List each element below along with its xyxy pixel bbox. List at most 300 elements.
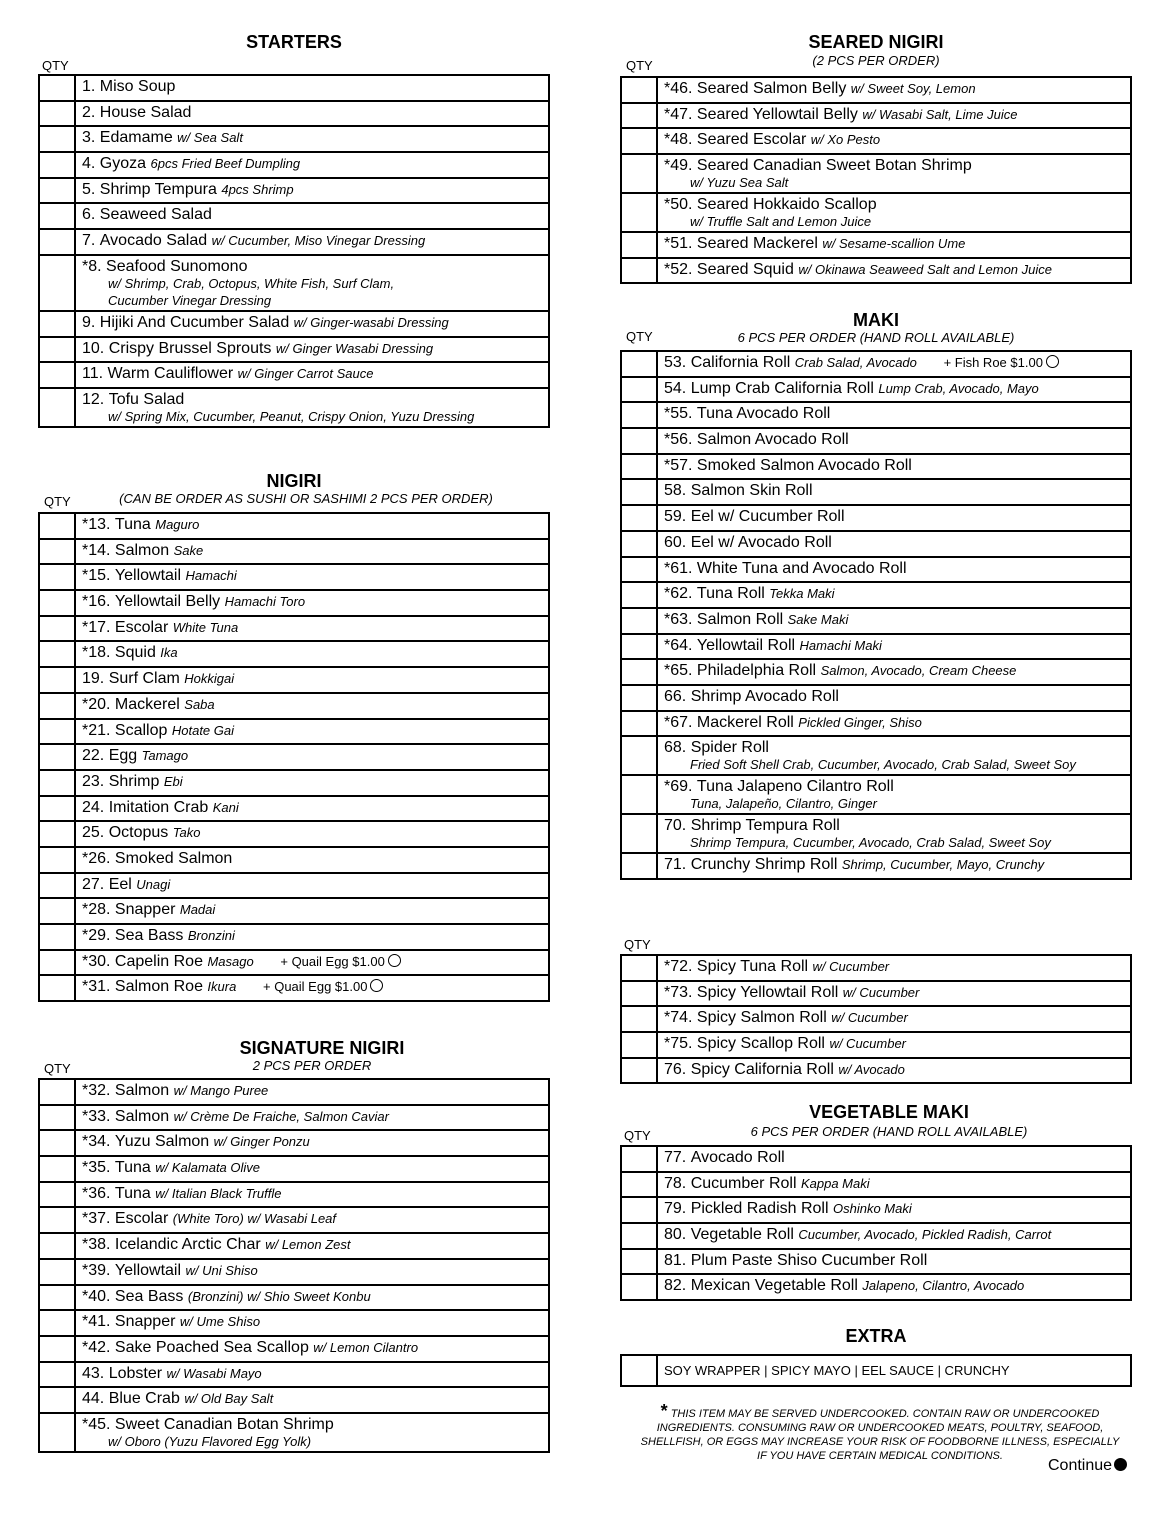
menu-row (621, 77, 1131, 103)
qty-box[interactable] (39, 1105, 75, 1131)
item-name: Salmon Avocado Roll (696, 431, 849, 449)
qty-box[interactable] (39, 1207, 75, 1233)
item-description: Tamago (141, 748, 189, 764)
item-description: Kappa Maki (800, 1175, 870, 1191)
menu-row (621, 232, 1131, 258)
qty-box[interactable] (39, 311, 75, 337)
item-description: Ika (160, 645, 178, 661)
item-number: 5. (82, 180, 96, 198)
qty-box[interactable] (39, 203, 75, 229)
item-description: w/ Ginger Wasabi Dressing (275, 340, 434, 356)
item-name: Yellowtail Belly (114, 593, 221, 611)
item-name: Sake Poached Sea Scallop (114, 1338, 309, 1356)
item-addon: + Fish Roe $1.00 (943, 355, 1043, 370)
item-number: 54. (664, 379, 687, 397)
qty-box[interactable] (621, 128, 657, 154)
menu-row (621, 454, 1131, 480)
qty-box[interactable] (621, 258, 657, 284)
item-number: *16. (82, 593, 111, 611)
menu-row (621, 402, 1131, 428)
menu-row (621, 1223, 1131, 1249)
item-number: *55. (664, 405, 693, 423)
menu-row (39, 667, 549, 693)
seared-title: SEARED NIGIRI (808, 32, 944, 52)
item-name: Tuna (114, 1159, 151, 1177)
item-name: Spicy Scallop Roll (696, 1035, 825, 1053)
item-detail: w/ Truffle Salt and Lemon Juice (690, 214, 872, 230)
item-number: *61. (664, 559, 693, 577)
addon-checkbox-icon[interactable] (370, 979, 383, 992)
item-name: House Salad (99, 103, 192, 121)
item-name: Cucumber Roll (690, 1174, 797, 1192)
item-name: Yellowtail (114, 1261, 182, 1279)
qty-box[interactable] (39, 178, 75, 204)
qty-box[interactable] (39, 975, 75, 1001)
qty-box[interactable] (39, 1336, 75, 1362)
item-name: Surf Clam (108, 670, 180, 688)
qty-box[interactable] (39, 924, 75, 950)
item-name: Philadelphia Roll (696, 662, 817, 680)
menu-row (39, 898, 549, 924)
item-name: Seared Canadian Sweet Botan Shrimp (696, 157, 972, 175)
nigiri-title: NIGIRI (266, 471, 322, 491)
qty-box[interactable] (621, 582, 657, 608)
qty-box[interactable] (621, 377, 657, 403)
item-name: Sea Bass (114, 927, 184, 944)
qty-box[interactable] (621, 775, 657, 814)
item-number: *37. (82, 1210, 111, 1228)
qty-box[interactable] (39, 1362, 75, 1388)
qty-box[interactable] (621, 1355, 657, 1386)
seared-subtitle: (2 PCS PER ORDER) (812, 53, 940, 68)
item-name: Shrimp Tempura (99, 180, 217, 198)
menu-row (39, 924, 549, 950)
qty-box[interactable] (39, 1387, 75, 1413)
item-addon: + Quail Egg $1.00 (263, 979, 368, 995)
item-description: Bronzini (187, 928, 235, 943)
item-description: w/ Mango Puree (173, 1083, 269, 1098)
item-name: Pickled Radish Roll (690, 1200, 829, 1218)
item-name: Hijiki And Cucumber Salad (99, 313, 290, 331)
menu-row (39, 744, 549, 770)
item-description: w/ Xo Pesto (810, 132, 881, 148)
disclaimer-line-1: THIS ITEM MAY BE SERVED UNDERCOOKED. CONTAIN RAW OR UNDERCOOKED (670, 1408, 1100, 1420)
item-description: Kani (212, 799, 239, 815)
item-name: Spicy Tuna Roll (696, 958, 809, 975)
qty-box[interactable] (621, 634, 657, 660)
item-name: Seared Hokkaido Scallop (696, 196, 877, 214)
qty-box[interactable] (621, 1249, 657, 1275)
item-name: Yellowtail Roll (696, 636, 796, 654)
item-number: *64. (664, 636, 693, 654)
menu-row (621, 1274, 1131, 1300)
item-description: Hamachi Toro (224, 594, 306, 610)
item-name: Vegetable Roll (690, 1226, 794, 1244)
item-number: 7. (82, 232, 96, 250)
item-detail: w/ Yuzu Sea Salt (690, 175, 789, 191)
item-name: Seaweed Salad (99, 206, 212, 224)
qty-box[interactable] (39, 513, 75, 539)
qty-box[interactable] (621, 736, 657, 775)
qty-box[interactable] (621, 955, 657, 981)
qty-box[interactable] (39, 388, 75, 427)
qty-label: QTY (42, 58, 69, 73)
menu-row (621, 258, 1131, 284)
item-name: Crunchy Shrimp Roll (690, 856, 838, 874)
qty-box[interactable] (621, 428, 657, 454)
item-number: 82. (664, 1277, 687, 1295)
menu-row (39, 847, 549, 873)
qty-box[interactable] (39, 1156, 75, 1182)
qty-box[interactable] (621, 193, 657, 232)
qty-box[interactable] (39, 744, 75, 770)
qty-box[interactable] (39, 1182, 75, 1208)
item-description: Masago (207, 953, 254, 969)
item-name: Seafood Sunomono (106, 257, 248, 275)
item-detail: Fried Soft Shell Crab, Cucumber, Avocado, Crab Salad, Sweet Soy (690, 757, 1076, 773)
menu-row (39, 362, 549, 388)
item-name: Lobster (108, 1364, 163, 1382)
menu-row (39, 719, 549, 745)
item-description: (White Toro) w/ Wasabi Leaf (172, 1211, 337, 1227)
item-name: Eel w/ Cucumber Roll (690, 508, 845, 526)
qty-box[interactable] (39, 667, 75, 693)
menu-row (621, 505, 1131, 531)
menu-row (621, 853, 1131, 879)
item-name: Egg (108, 747, 138, 765)
asterisk-icon: * (660, 1401, 668, 1421)
menu-row (39, 770, 549, 796)
item-number: 81. (664, 1251, 687, 1269)
menu-row (621, 659, 1131, 685)
qty-box[interactable] (39, 719, 75, 745)
menu-row (39, 1182, 549, 1208)
qty-box[interactable] (621, 232, 657, 258)
menu-row (621, 608, 1131, 634)
menu-row (39, 1105, 549, 1131)
item-number: *45. (82, 1415, 111, 1433)
nigiri-subtitle: (CAN BE ORDER AS SUSHI OR SASHIMI 2 PCS PER ORDER) (119, 491, 493, 506)
item-name: Shrimp Avocado Roll (690, 687, 839, 705)
menu-row (39, 693, 549, 719)
maki-subtitle: 6 PCS PER ORDER (HAND ROLL AVAILABLE) (737, 330, 1015, 345)
item-number: 27. (82, 875, 105, 893)
disclaimer-line-2: INGREDIENTS. CONSUMING RAW OR UNDERCOOKED MEATS, POULTRY, SEAFOOD, (656, 1422, 1104, 1434)
qty-box[interactable] (39, 796, 75, 822)
item-detail: Shrimp Tempura, Cucumber, Avocado, Crab Salad, Sweet Soy (690, 835, 1051, 851)
menu-row (39, 178, 549, 204)
item-number: *34. (82, 1133, 111, 1151)
item-description: w/ Wasabi Salt, Lime Juice (862, 106, 1018, 122)
disclaimer-line-4: IF YOU HAVE CERTAIN MEDICAL CONDITIONS. (757, 1450, 1003, 1462)
qty-box[interactable] (621, 454, 657, 480)
qty-box[interactable] (621, 1058, 657, 1084)
qty-box[interactable] (39, 1130, 75, 1156)
menu-row (39, 1259, 549, 1285)
item-number: 10. (82, 339, 105, 357)
item-name: Yuzu Salmon (114, 1133, 210, 1151)
item-name: Tofu Salad (108, 390, 185, 408)
item-description: w/ Crème De Fraiche, Salmon Caviar (173, 1108, 389, 1124)
qty-box[interactable] (621, 853, 657, 879)
item-description: Crab Salad, Avocado (794, 355, 917, 370)
continue-button[interactable] (1048, 1457, 1127, 1475)
item-number: 12. (82, 390, 105, 408)
item-name: Imitation Crab (108, 798, 209, 816)
item-number: *8. (82, 257, 102, 275)
item-number: *38. (82, 1236, 111, 1254)
item-number: *56. (664, 431, 693, 449)
qty-box[interactable] (39, 1285, 75, 1311)
qty-box[interactable] (621, 711, 657, 737)
qty-box[interactable] (39, 1259, 75, 1285)
qty-box[interactable] (621, 608, 657, 634)
menu-row (621, 1006, 1131, 1032)
item-number: *31. (82, 978, 111, 996)
menu-row (39, 1285, 549, 1311)
qty-box[interactable] (621, 531, 657, 557)
item-name: Lump Crab California Roll (690, 379, 874, 397)
item-number: *62. (664, 585, 693, 603)
menu-row (39, 311, 549, 337)
item-name: Salmon Roe (114, 978, 203, 996)
qty-box[interactable] (39, 873, 75, 899)
item-description: w/ Italian Black Truffle (155, 1185, 282, 1201)
qty-box[interactable] (39, 564, 75, 590)
item-number: *41. (82, 1313, 111, 1331)
item-number: *50. (664, 196, 693, 214)
item-number: *69. (664, 778, 693, 796)
item-number: *28. (82, 901, 111, 919)
menu-row (39, 539, 549, 565)
qty-box[interactable] (39, 821, 75, 847)
item-name: Octopus (108, 824, 169, 842)
item-description: Pickled Ginger, Shiso (798, 714, 922, 730)
signature-title: SIGNATURE NIGIRI (239, 1038, 405, 1058)
item-detail: Tuna, Jalapeño, Cilantro, Ginger (690, 796, 877, 812)
menu-row (621, 1058, 1131, 1084)
item-number: 80. (664, 1226, 687, 1244)
qty-box[interactable] (621, 1146, 657, 1172)
qty-box[interactable] (39, 539, 75, 565)
item-number: *75. (664, 1035, 693, 1053)
qty-box[interactable] (621, 1006, 657, 1032)
menu-row (39, 75, 549, 101)
menu-row (39, 1207, 549, 1233)
item-description: Cucumber, Avocado, Pickled Radish, Carrot (798, 1227, 1052, 1243)
qty-label: QTY (624, 937, 651, 952)
item-number: *14. (82, 541, 111, 559)
item-description: Oshinko Maki (833, 1201, 912, 1217)
qty-box[interactable] (39, 1233, 75, 1259)
qty-box[interactable] (39, 229, 75, 255)
item-number: 43. (82, 1364, 105, 1382)
menu-row (39, 821, 549, 847)
item-description: Jalapeno, Cilantro, Avocado (862, 1278, 1025, 1294)
continue-label: Continue (1048, 1457, 1113, 1474)
qty-box[interactable] (621, 1274, 657, 1300)
item-number: 23. (82, 772, 105, 790)
qty-box[interactable] (621, 1032, 657, 1058)
item-description: 6pcs Fried Beef Dumpling (150, 156, 301, 172)
qty-box[interactable] (621, 814, 657, 853)
qty-box[interactable] (39, 362, 75, 388)
item-description: White Tuna (172, 619, 239, 635)
qty-box[interactable] (39, 847, 75, 873)
item-name: Shrimp Tempura Roll (690, 817, 840, 835)
item-number: *46. (664, 80, 693, 97)
qty-box[interactable] (621, 1172, 657, 1198)
item-number: 4. (82, 155, 96, 173)
qty-box[interactable] (621, 103, 657, 129)
qty-box[interactable] (39, 75, 75, 101)
qty-box[interactable] (39, 770, 75, 796)
item-name: Eel w/ Avocado Roll (690, 533, 832, 551)
item-description: Hotate Gai (171, 722, 235, 738)
item-number: *73. (664, 983, 693, 1001)
item-number: 68. (664, 739, 687, 757)
item-name: Warm Cauliflower (107, 365, 234, 383)
item-description: w/ Cucumber, Miso Vinegar Dressing (211, 233, 426, 249)
qty-box[interactable] (39, 693, 75, 719)
item-name: Salmon (114, 541, 170, 559)
item-number: 77. (664, 1149, 687, 1166)
item-description: Tako (172, 825, 201, 841)
item-number: *13. (82, 516, 111, 533)
menu-row (621, 582, 1131, 608)
qty-box[interactable] (39, 152, 75, 178)
item-number: 70. (664, 817, 687, 835)
item-number: *18. (82, 644, 111, 662)
item-name: Seared Yellowtail Belly (696, 105, 858, 123)
menu-row (39, 126, 549, 152)
qty-box[interactable] (621, 351, 657, 377)
item-number: 58. (664, 482, 687, 500)
item-name: Tuna Roll (696, 585, 765, 603)
menu-row (39, 101, 549, 127)
qty-box[interactable] (621, 77, 657, 103)
item-number: 9. (82, 313, 96, 331)
item-name: Tuna Avocado Roll (696, 405, 831, 423)
item-name: Scallop (114, 721, 168, 739)
qty-box[interactable] (39, 950, 75, 976)
item-name: Seared Squid (696, 260, 794, 278)
item-name: Tuna Jalapeno Cilantro Roll (696, 778, 894, 796)
item-name: Spicy California Roll (690, 1060, 834, 1078)
item-detail: w/ Spring Mix, Cucumber, Peanut, Crispy Onion, Yuzu Dressing (108, 408, 475, 424)
extra-table (620, 1354, 1132, 1387)
maki-title: MAKI (853, 310, 899, 330)
addon-checkbox-icon[interactable] (388, 954, 401, 967)
item-description: w/ Cucumber (829, 1036, 907, 1052)
item-name: Gyoza (99, 155, 147, 173)
item-number: *67. (664, 713, 693, 731)
qty-box[interactable] (621, 659, 657, 685)
item-description: w/ Lemon Cilantro (313, 1339, 419, 1355)
item-number: 22. (82, 747, 105, 765)
item-number: 2. (82, 103, 96, 121)
item-addon: + Quail Egg $1.00 (280, 953, 385, 969)
qty-box[interactable] (621, 505, 657, 531)
item-description: w/ Avocado (838, 1061, 905, 1077)
starters-table (38, 74, 550, 428)
vegmaki-table (620, 1145, 1132, 1301)
menu-row (621, 557, 1131, 583)
qty-label: QTY (626, 58, 653, 73)
qty-box[interactable] (39, 898, 75, 924)
qty-box[interactable] (621, 1197, 657, 1223)
qty-box[interactable] (39, 255, 75, 311)
item-name: Plum Paste Shiso Cucumber Roll (690, 1251, 928, 1269)
qty-label: QTY (626, 329, 653, 344)
qty-box[interactable] (39, 337, 75, 363)
qty-box[interactable] (39, 1079, 75, 1105)
qty-box[interactable] (621, 154, 657, 193)
item-name: Spicy Yellowtail Roll (696, 983, 839, 1001)
qty-box[interactable] (621, 981, 657, 1007)
menu-row (621, 1172, 1131, 1198)
item-number: *51. (664, 235, 693, 253)
qty-box[interactable] (39, 1310, 75, 1336)
qty-box[interactable] (621, 685, 657, 711)
item-description: Tekka Maki (769, 586, 835, 602)
item-number: 24. (82, 798, 105, 816)
menu-row (39, 1336, 549, 1362)
qty-box[interactable] (621, 557, 657, 583)
item-name: Capelin Roe (114, 952, 203, 970)
qty-box[interactable] (39, 590, 75, 616)
qty-box[interactable] (39, 101, 75, 127)
item-name: Salmon (114, 1107, 170, 1125)
item-description: w/ Sea Salt (177, 130, 243, 146)
qty-box[interactable] (39, 1413, 75, 1452)
menu-row (39, 975, 549, 1001)
addon-checkbox-icon[interactable] (1046, 355, 1059, 368)
item-name: Spicy Salmon Roll (696, 1009, 827, 1027)
qty-box[interactable] (621, 479, 657, 505)
menu-row (39, 1079, 549, 1105)
qty-label: QTY (624, 1128, 651, 1143)
item-name: Avocado Salad (99, 232, 208, 250)
menu-row (621, 154, 1131, 193)
menu-row (39, 388, 549, 427)
item-name: Squid (114, 644, 156, 662)
item-description: w/ Cucumber (812, 959, 890, 974)
item-name: Eel (108, 875, 132, 893)
qty-box[interactable] (621, 1223, 657, 1249)
item-name: Salmon Roll (696, 610, 784, 628)
item-name: Avocado Roll (690, 1149, 785, 1166)
item-number: 6. (82, 206, 96, 224)
menu-row (621, 377, 1131, 403)
item-number: *63. (664, 610, 693, 628)
qty-box[interactable] (39, 616, 75, 642)
filled-dot-icon (1114, 1458, 1127, 1471)
item-number: 11. (82, 365, 104, 383)
item-name: Smoked Salmon Avocado Roll (696, 456, 912, 474)
menu-row (621, 1146, 1131, 1172)
menu-row (39, 229, 549, 255)
qty-box[interactable] (39, 641, 75, 667)
item-description: w/ Cucumber (842, 984, 920, 1000)
item-description: w/ Ginger-wasabi Dressing (293, 314, 449, 330)
menu-row (39, 337, 549, 363)
qty-box[interactable] (39, 126, 75, 152)
item-name: Blue Crab (108, 1390, 180, 1408)
qty-box[interactable] (621, 402, 657, 428)
item-number: *47. (664, 105, 693, 123)
item-number: 79. (664, 1200, 687, 1218)
